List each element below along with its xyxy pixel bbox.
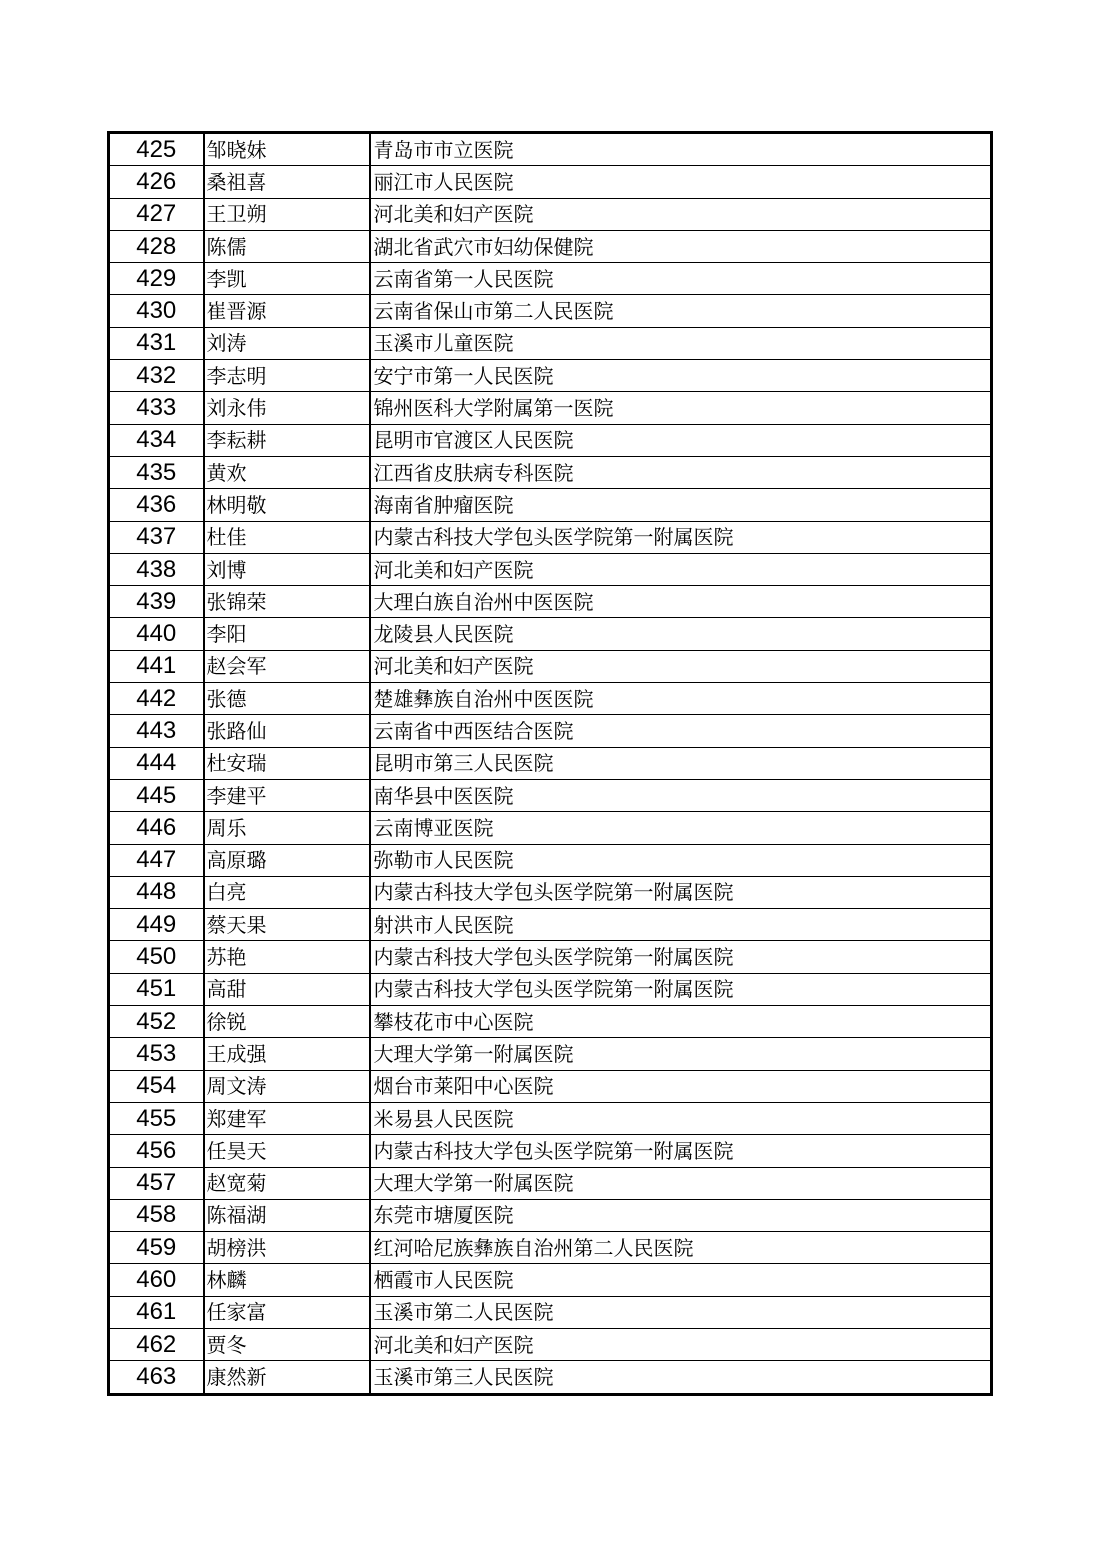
table-row [109, 198, 992, 230]
person-name: 李建平 [204, 779, 370, 811]
row-number: 452 [109, 1006, 204, 1038]
hospital-name: 大理大学第一附属医院 [370, 1167, 992, 1199]
row-number: 456 [109, 1135, 204, 1167]
person-name: 杜佳 [204, 521, 370, 553]
hospital-name: 南华县中医医院 [370, 779, 992, 811]
row-number: 450 [109, 941, 204, 973]
hospital-name: 昆明市第三人民医院 [370, 747, 992, 779]
row-number: 459 [109, 1232, 204, 1264]
row-number: 445 [109, 779, 204, 811]
person-name: 高原璐 [204, 844, 370, 876]
hospital-name: 云南博亚医院 [370, 812, 992, 844]
hospital-name: 青岛市市立医院 [370, 133, 992, 166]
person-name: 赵宽菊 [204, 1167, 370, 1199]
person-name: 任家富 [204, 1296, 370, 1328]
person-name: 王成强 [204, 1038, 370, 1070]
hospital-name: 攀枝花市中心医院 [370, 1006, 992, 1038]
table-row [109, 779, 992, 811]
hospital-name: 弥勒市人民医院 [370, 844, 992, 876]
person-name: 杜安瑞 [204, 747, 370, 779]
row-number: 440 [109, 618, 204, 650]
person-name: 刘永伟 [204, 392, 370, 424]
person-name: 李耘耕 [204, 424, 370, 456]
row-number: 451 [109, 973, 204, 1005]
hospital-name: 昆明市官渡区人民医院 [370, 424, 992, 456]
person-name: 徐锐 [204, 1006, 370, 1038]
table-row [109, 876, 992, 908]
table-row [109, 715, 992, 747]
table-row [109, 1264, 992, 1296]
table-row [109, 489, 992, 521]
row-number: 429 [109, 263, 204, 295]
person-name: 贾冬 [204, 1328, 370, 1360]
person-name: 黄欢 [204, 456, 370, 488]
roster-table [107, 131, 993, 1396]
row-number: 454 [109, 1070, 204, 1102]
row-number: 432 [109, 360, 204, 392]
table-row [109, 1102, 992, 1134]
person-name: 张路仙 [204, 715, 370, 747]
hospital-name: 丽江市人民医院 [370, 166, 992, 198]
person-name: 周文涛 [204, 1070, 370, 1102]
hospital-name: 红河哈尼族彝族自治州第二人民医院 [370, 1232, 992, 1264]
person-name: 张德 [204, 683, 370, 715]
person-name: 王卫朔 [204, 198, 370, 230]
table-row [109, 263, 992, 295]
table-row [109, 683, 992, 715]
row-number: 426 [109, 166, 204, 198]
hospital-name: 米易县人民医院 [370, 1102, 992, 1134]
row-number: 463 [109, 1361, 204, 1394]
hospital-name: 栖霞市人民医院 [370, 1264, 992, 1296]
hospital-name: 射洪市人民医院 [370, 909, 992, 941]
row-number: 438 [109, 553, 204, 585]
row-number: 462 [109, 1328, 204, 1360]
person-name: 李阳 [204, 618, 370, 650]
row-number: 448 [109, 876, 204, 908]
person-name: 崔晋源 [204, 295, 370, 327]
hospital-name: 大理大学第一附属医院 [370, 1038, 992, 1070]
row-number: 439 [109, 586, 204, 618]
person-name: 李凯 [204, 263, 370, 295]
hospital-name: 河北美和妇产医院 [370, 553, 992, 585]
hospital-name: 内蒙古科技大学包头医学院第一附属医院 [370, 973, 992, 1005]
hospital-name: 河北美和妇产医院 [370, 650, 992, 682]
person-name: 胡榜洪 [204, 1232, 370, 1264]
table-row [109, 973, 992, 1005]
hospital-name: 内蒙古科技大学包头医学院第一附属医院 [370, 521, 992, 553]
table-row [109, 1296, 992, 1328]
person-name: 陈福湖 [204, 1199, 370, 1231]
hospital-name: 玉溪市儿童医院 [370, 327, 992, 359]
hospital-name: 云南省保山市第二人民医院 [370, 295, 992, 327]
person-name: 苏艳 [204, 941, 370, 973]
table-row [109, 360, 992, 392]
table-row [109, 1006, 992, 1038]
person-name: 赵会军 [204, 650, 370, 682]
table-row [109, 1038, 992, 1070]
table-row [109, 392, 992, 424]
roster-table-body [109, 133, 992, 1395]
hospital-name: 楚雄彝族自治州中医医院 [370, 683, 992, 715]
hospital-name: 锦州医科大学附属第一医院 [370, 392, 992, 424]
row-number: 435 [109, 456, 204, 488]
table-row [109, 1167, 992, 1199]
row-number: 430 [109, 295, 204, 327]
table-row [109, 941, 992, 973]
table-row [109, 650, 992, 682]
person-name: 李志明 [204, 360, 370, 392]
hospital-name: 大理白族自治州中医医院 [370, 586, 992, 618]
row-number: 449 [109, 909, 204, 941]
person-name: 任昊天 [204, 1135, 370, 1167]
table-row [109, 1070, 992, 1102]
row-number: 455 [109, 1102, 204, 1134]
table-row [109, 812, 992, 844]
row-number: 425 [109, 133, 204, 166]
table-row [109, 1361, 992, 1394]
row-number: 458 [109, 1199, 204, 1231]
hospital-name: 安宁市第一人民医院 [370, 360, 992, 392]
table-row [109, 586, 992, 618]
person-name: 张锦荣 [204, 586, 370, 618]
row-number: 460 [109, 1264, 204, 1296]
row-number: 441 [109, 650, 204, 682]
row-number: 453 [109, 1038, 204, 1070]
row-number: 443 [109, 715, 204, 747]
table-row [109, 618, 992, 650]
person-name: 林麟 [204, 1264, 370, 1296]
table-row [109, 327, 992, 359]
row-number: 461 [109, 1296, 204, 1328]
table-row [109, 456, 992, 488]
person-name: 林明敬 [204, 489, 370, 521]
row-number: 433 [109, 392, 204, 424]
hospital-name: 东莞市塘厦医院 [370, 1199, 992, 1231]
person-name: 郑建军 [204, 1102, 370, 1134]
person-name: 邹晓妹 [204, 133, 370, 166]
person-name: 白亮 [204, 876, 370, 908]
hospital-name: 玉溪市第三人民医院 [370, 1361, 992, 1394]
person-name: 周乐 [204, 812, 370, 844]
row-number: 444 [109, 747, 204, 779]
table-row [109, 553, 992, 585]
table-row [109, 1328, 992, 1360]
table-row [109, 1232, 992, 1264]
table-row [109, 166, 992, 198]
hospital-name: 内蒙古科技大学包头医学院第一附属医院 [370, 1135, 992, 1167]
hospital-name: 烟台市莱阳中心医院 [370, 1070, 992, 1102]
hospital-name: 湖北省武穴市妇幼保健院 [370, 230, 992, 262]
person-name: 刘涛 [204, 327, 370, 359]
table-row [109, 424, 992, 456]
row-number: 434 [109, 424, 204, 456]
table-row [109, 230, 992, 262]
person-name: 高甜 [204, 973, 370, 1005]
table-row [109, 295, 992, 327]
hospital-name: 玉溪市第二人民医院 [370, 1296, 992, 1328]
row-number: 428 [109, 230, 204, 262]
row-number: 457 [109, 1167, 204, 1199]
table-row [109, 747, 992, 779]
hospital-name: 海南省肿瘤医院 [370, 489, 992, 521]
hospital-name: 河北美和妇产医院 [370, 1328, 992, 1360]
hospital-name: 龙陵县人民医院 [370, 618, 992, 650]
hospital-name: 内蒙古科技大学包头医学院第一附属医院 [370, 941, 992, 973]
row-number: 431 [109, 327, 204, 359]
row-number: 437 [109, 521, 204, 553]
hospital-name: 内蒙古科技大学包头医学院第一附属医院 [370, 876, 992, 908]
row-number: 427 [109, 198, 204, 230]
hospital-name: 河北美和妇产医院 [370, 198, 992, 230]
person-name: 康然新 [204, 1361, 370, 1394]
hospital-name: 云南省第一人民医院 [370, 263, 992, 295]
table-row [109, 909, 992, 941]
table-row [109, 1135, 992, 1167]
table-row [109, 1199, 992, 1231]
table-row [109, 521, 992, 553]
row-number: 447 [109, 844, 204, 876]
table-row [109, 133, 992, 166]
person-name: 刘博 [204, 553, 370, 585]
hospital-name: 云南省中西医结合医院 [370, 715, 992, 747]
hospital-name: 江西省皮肤病专科医院 [370, 456, 992, 488]
person-name: 桑祖喜 [204, 166, 370, 198]
row-number: 446 [109, 812, 204, 844]
person-name: 陈儒 [204, 230, 370, 262]
row-number: 436 [109, 489, 204, 521]
row-number: 442 [109, 683, 204, 715]
person-name: 蔡天果 [204, 909, 370, 941]
table-row [109, 844, 992, 876]
